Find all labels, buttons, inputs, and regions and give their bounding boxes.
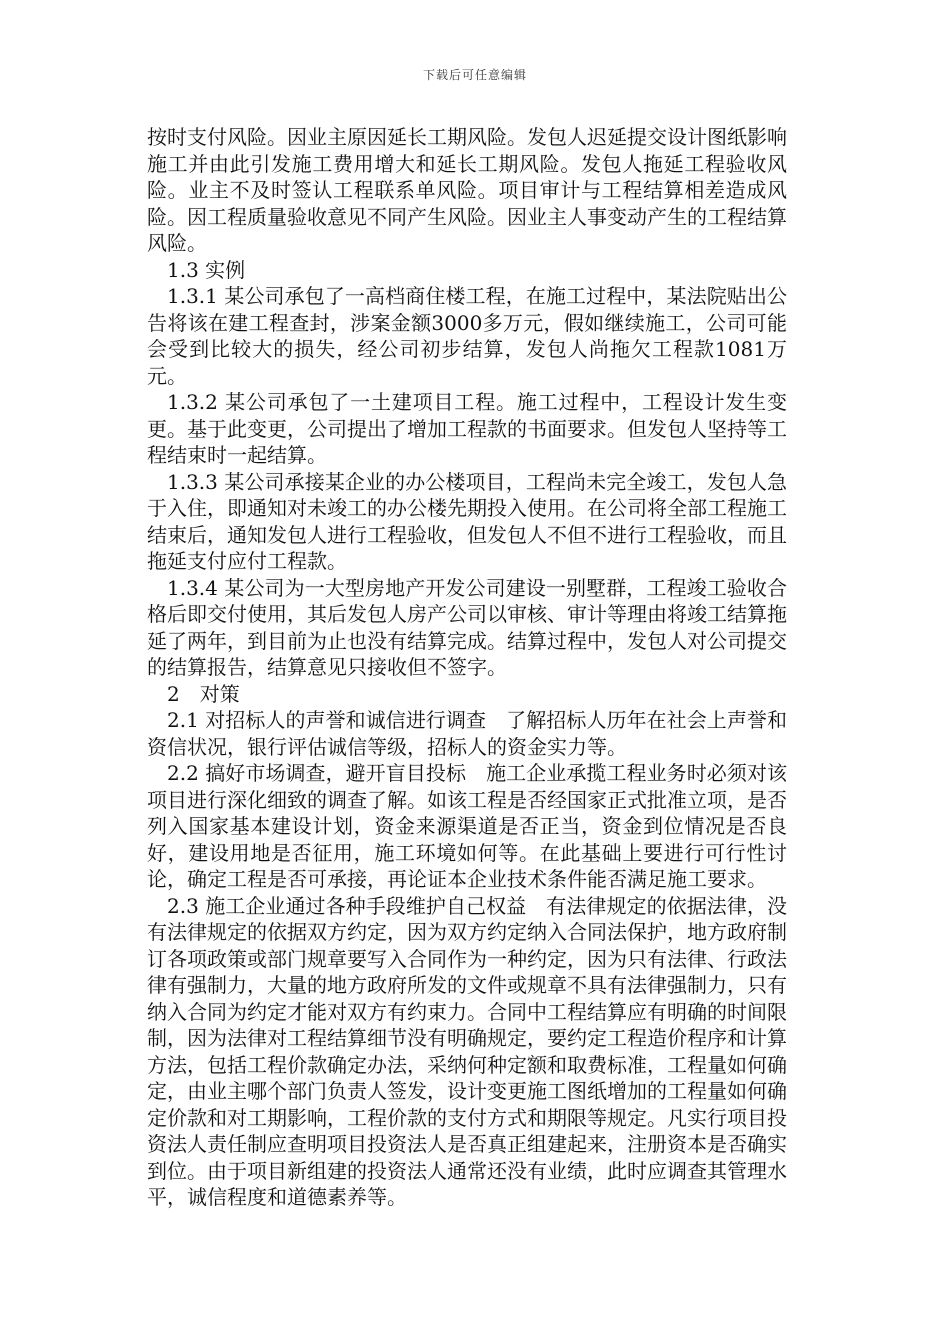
- paragraph-2-1: 2.1 对招标人的声誉和诚信进行调查 了解招标人历年在社会上声誉和资信状况，银行评估诚信等级，招标人的资金实力等。: [147, 708, 787, 759]
- heading-1-3: 1.3 实例: [167, 257, 246, 282]
- paragraph-1-3-3: 1.3.3 某公司承接某企业的办公楼项目，工程尚未完全竣工，发包人急于入住，即通知对未竣工的办公楼先期投入使用。在公司将全部工程施工结束后，通知发包人进行工程验收，但发包人不但不进行工程验收，而且拖延支付应付工程款。: [147, 469, 787, 573]
- paragraph-1-3-2: 1.3.2 某公司承包了一土建项目工程。施工过程中，工程设计发生变更。基于此变更，公司提出了增加工程款的书面要求。但发包人坚持等工程结束时一起结算。: [147, 390, 787, 467]
- paragraph-1-3-4: 1.3.4 某公司为一大型房地产开发公司建设一别墅群，工程竣工验收合格后即交付使用，其后发包人房产公司以审核、审计等理由将竣工结算拖延了两年，到目前为止也没有结算完成。结算过程中，发包人对公司提交的结算报告，结算意见只接收但不签字。: [147, 575, 787, 679]
- page-header: 下载后可任意编辑: [422, 68, 527, 82]
- paragraph-2-3: 2.3 施工企业通过各种手段维护自己权益 有法律规定的依据法律，没有法律规定的依据双方约定，因为双方约定纳入合同法保护，地方政府制订各项政策或部门规章要写入合同作为一种约定，因为只有法律、行政法律有强制力，大量的地方政府所发的文件或规章不具有法律强制力，只有纳入合同为约定才能对双方有约束力。合同中工程结算应有明确的时间限制，因为法律对工程结算细节没有明确规定，要约定工程造价程序和计算方法，包括工程价款确定办法，采纳何种定额和取费标准，工程量如何确定，由业主哪个部门负责人签发，设计变更施工图纸增加的工程量如何确定价款和对工期影响，工程价款的支付方式和期限等规定。凡实行项目投资法人责任制应查明项目投资法人是否真正组建起来，注册资本是否确实到位。由于项目新组建的投资法人通常还没有业绩，此时应调查其管理水平，诚信程度和道德素养等。: [147, 893, 787, 1209]
- paragraph-1-3-1: 1.3.1 某公司承包了一高档商住楼工程，在施工过程中，某法院贴出公告将该在建工程查封，涉案金额3000多万元，假如继续施工，公司可能会受到比较大的损失，经公司初步结算，发包人尚拖欠工程款1081万元。: [147, 284, 787, 388]
- paragraph-continuation: 按时支付风险。因业主原因延长工期风险。发包人迟延提交设计图纸影响施工并由此引发施工费用增大和延长工期风险。发包人拖延工程验收风险。业主不及时签认工程联系单风险。项目审计与工程结算相差造成风险。因工程质量验收意见不同产生风险。因业主人事变动产生的工程结算风险。: [147, 125, 787, 255]
- paragraph-2-2: 2.2 搞好市场调查，避开盲目投标 施工企业承揽工程业务时必须对该项目进行深化细致的调查了解。如该工程是否经国家正式批准立项，是否列入国家基本建设计划，资金来源渠道是否正当，资金到位情况是否良好，建设用地是否征用，施工环境如何等。在此基础上要进行可行性讨论，确定工程是否可承接，再论证本企业技术条件能否满足施工要求。: [147, 761, 787, 891]
- document-body: [147, 124, 787, 1211]
- heading-2: 2 对策: [167, 681, 240, 706]
